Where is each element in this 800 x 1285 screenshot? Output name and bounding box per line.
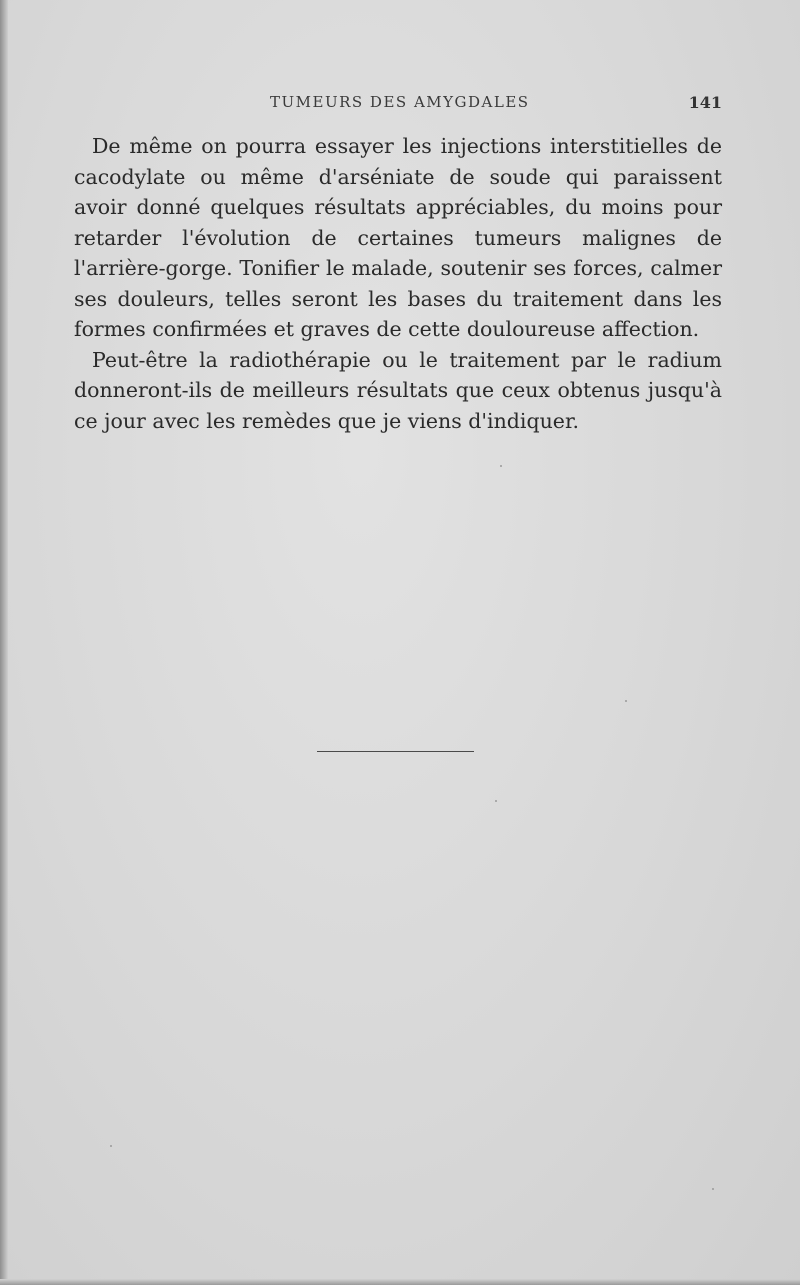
running-head-title: TUMEURS DES AMYGDALES [270, 93, 530, 111]
running-head [0, 93, 800, 117]
paragraph-2: Peut-être la radiothérapie ou le traitement par le radium donneront-ils de meilleurs résultats que ceux obtenus jusqu'à ce jour avec les remèdes que je viens d'indiquer. [74, 347, 722, 433]
page-number: 141 [688, 93, 722, 112]
paper-speck [110, 1145, 112, 1147]
page-edge-shadow-bottom [0, 1279, 800, 1285]
paper-speck [625, 700, 627, 702]
page-edge-shadow-left [0, 0, 8, 1285]
body-text [74, 131, 722, 436]
paper-speck [500, 465, 502, 467]
paper-speck [712, 1188, 714, 1190]
section-end-rule [317, 751, 474, 752]
paper-speck [495, 800, 497, 802]
paragraph-1: De même on pourra essayer les injections interstitielles de cacodylate ou même d'arséniate de soude qui paraissent avoir donné quelques résultats appréciables, du moins pour retarder l'évolution de certaines tumeurs malignes de l'arrière-gorge. Tonifier le malade, soutenir ses forces, calmer ses douleurs, telles seront les bases du traitement dans les formes confirmées et graves de cette douloureuse affection. [74, 134, 722, 341]
